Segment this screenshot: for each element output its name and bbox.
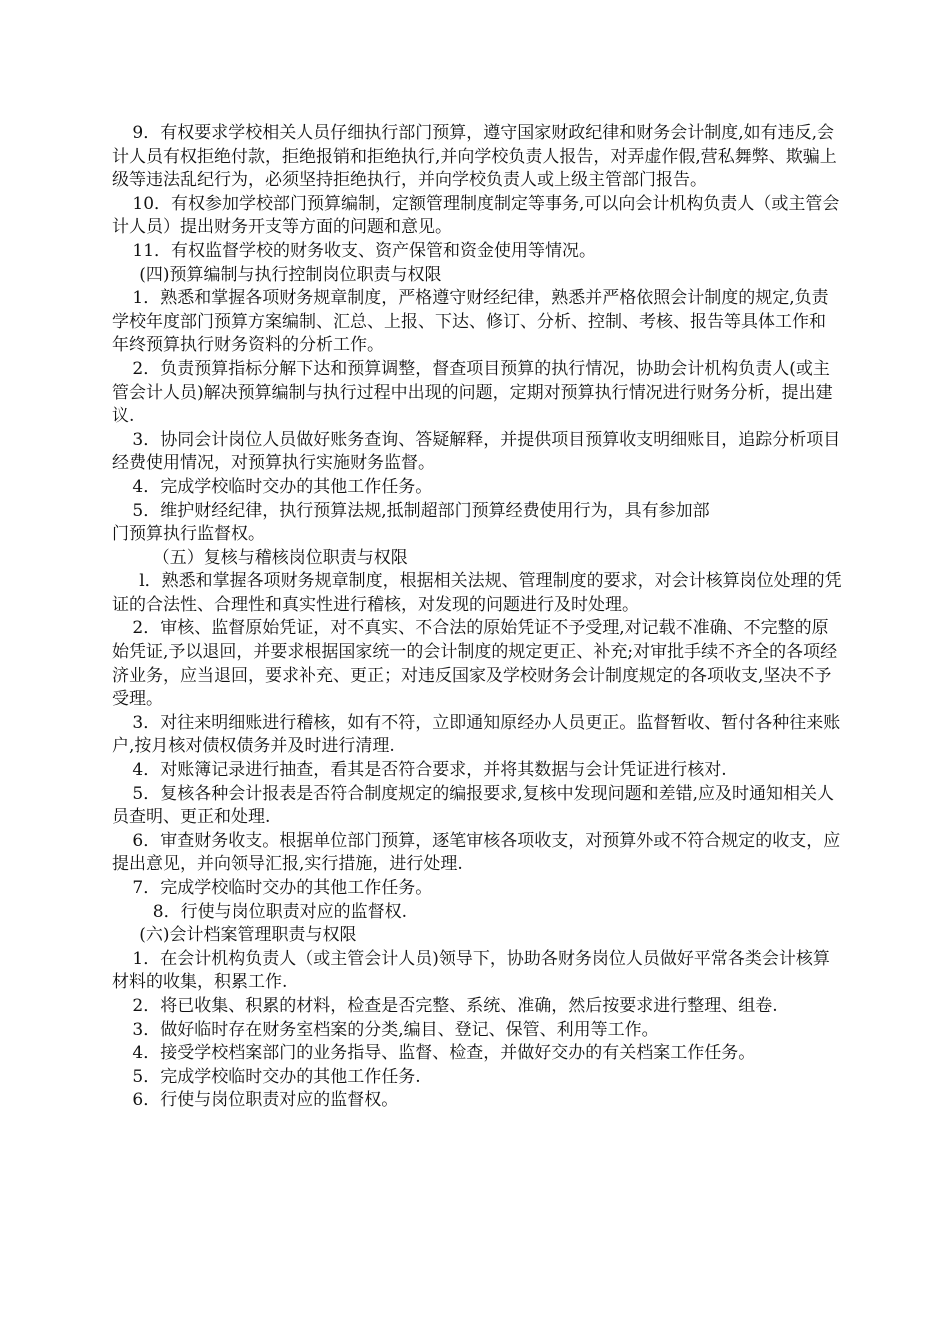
paragraph-11: 11．有权监督学校的财务收支、资产保管和资金使用等情况。 (132, 240, 597, 261)
paragraph-9: 9．有权要求学校相关人员仔细执行部门预算，遵守国家财政纪律和财务会计制度,如有违反,会计人员有权拒绝付款，拒绝报销和拒绝执行,并向学校负责人报告，对弄虚作假,营私舞弊、欺骗上级等违法乱纪行为，必须坚持拒绝执行，并向学校负责人或上级主管部门报告。 (112, 123, 837, 191)
section-heading-5: （五）复核与稽核岗位职责与权限 (152, 547, 408, 568)
paragraph-5-8: 8．行使与岗位职责对应的监督权. (152, 901, 408, 922)
paragraph-5-5: 5．复核各种会计报表是否符合制度规定的编报要求,复核中发现问题和差错,应及时通知相关人员查明、更正和处理. (112, 783, 835, 828)
paragraph-4-4: 4．完成学校临时交办的其他工作任务。 (132, 476, 433, 497)
paragraph-6-2: 2．将已收集、积累的材料，检查是否完整、系统、准确，然后按要求进行整理、组卷. (132, 995, 778, 1016)
paragraph-5-2: 2．审核、监督原始凭证，对不真实、不合法的原始凭证不予受理,对记载不准确、不完整的原始凭证,予以退回，并要求根据国家统一的会计制度的规定更正、补充;对审批手续不齐全的各项经济业务，应当退回，要求补充、更正；对违反国家及学校财务会计制度规定的各项收支,坚决不予受理。 (112, 618, 838, 710)
paragraph-6-6: 6．行使与岗位职责对应的监督权。 (132, 1090, 399, 1111)
paragraph-6-5: 5．完成学校临时交办的其他工作任务. (132, 1066, 421, 1087)
paragraph-5-1: l．熟悉和掌握各项财务规章制度，根据相关法规、管理制度的要求，对会计核算岗位处理的凭证的合法性、合理性和真实性进行稽核，对发现的问题进行及时处理。 (112, 571, 842, 615)
paragraph-4-3: 3．协同会计岗位人员做好账务查询、答疑解释，并提供项目预算收支明细账目，追踪分析项目经费使用情况，对预算执行实施财务监督。 (112, 429, 841, 474)
paragraph-5-4: 4．对账簿记录进行抽查，看其是否符合要求，并将其数据与会计凭证进行核对. (132, 760, 727, 781)
section-heading-6: (六)会计档案管理职责与权限 (139, 925, 357, 946)
section-heading-4: (四)预算编制与执行控制岗位职责与权限 (139, 264, 442, 285)
paragraph-4-5-cont: 门预算执行监督权。 (112, 524, 265, 545)
paragraph-5-6: 6．审查财务收支。根据单位部门预算，逐笔审核各项收支，对预算外或不符合规定的收支，应提出意见，并向领导汇报,实行措施，进行处理. (112, 830, 841, 875)
paragraph-6-4: 4．接受学校档案部门的业务指导、监督、检查，并做好交办的有关档案工作任务。 (132, 1043, 756, 1064)
paragraph-4-2: 2．负责预算指标分解下达和预算调整，督查项目预算的执行情况，协助会计机构负责人(或主管会计人员)解决预算编制与执行过程中出现的问题，定期对预算执行情况进行财务分析，提出建议. (112, 358, 833, 427)
paragraph-6-1: 1．在会计机构负责人（或主管会计人员)领导下，协助各财务岗位人员做好平常各类会计核算材料的收集，积累工作. (112, 948, 830, 993)
paragraph-4-1: 1．熟悉和掌握各项财务规章制度，严格遵守财经纪律，熟悉并严格依照会计制度的规定,负责学校年度部门预算方案编制、汇总、上报、下达、修订、分析、控制、考核、报告等具体工作和年终预算执行财务资料的分析工作。 (112, 288, 829, 356)
paragraph-6-3: 3．做好临时存在财务室档案的分类,编目、登记、保管、利用等工作。 (132, 1019, 659, 1040)
paragraph-10: 10．有权参加学校部门预算编制，定额管理制度制定等事务,可以向会计机构负责人（或主管会计人员）提出财务开支等方面的问题和意见。 (112, 193, 840, 238)
document-page (112, 122, 842, 1113)
paragraph-5-7: 7．完成学校临时交办的其他工作任务。 (132, 878, 433, 898)
paragraph-4-5: 5．维护财经纪律，执行预算法规,抵制超部门预算经费使用行为，具有参加部 (132, 500, 710, 521)
paragraph-5-3: 3．对往来明细账进行稽核，如有不符，立即通知原经办人员更正。监督暂收、暂付各种往来账户,按月核对债权债务并及时进行清理. (112, 712, 841, 757)
